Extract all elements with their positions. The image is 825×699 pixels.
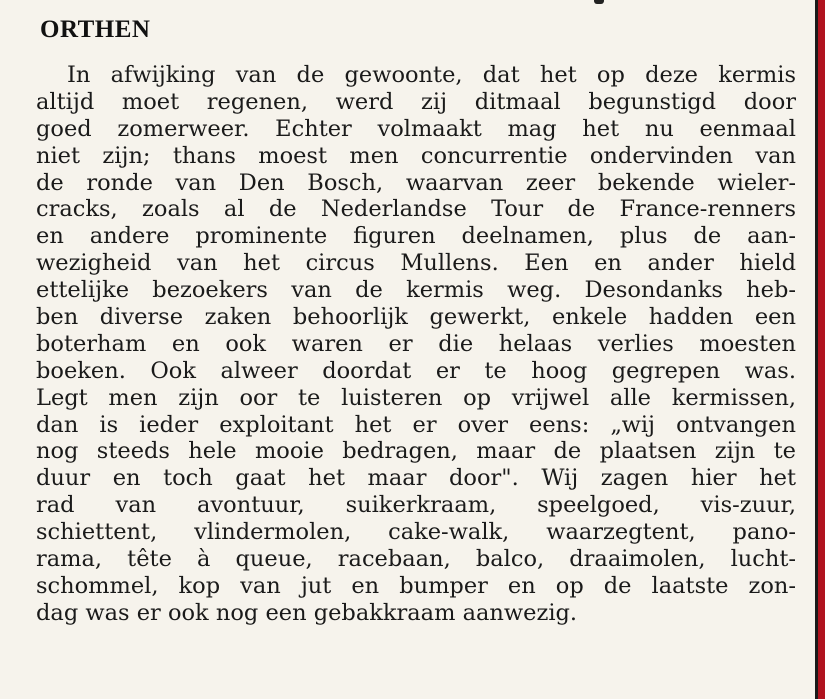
text-line: duur en toch gaat het maar door". Wij zagen hier het: [36, 465, 796, 492]
page-edge: [815, 0, 825, 699]
text-line: wezigheid van het circus Mullens. Een en ander hield: [36, 250, 796, 277]
text-line: In afwijking van de gewoonte, dat het op deze kermis: [67, 62, 796, 88]
text-line: schiettent, vlindermolen, cake-walk, waarzegtent, pano-: [36, 519, 796, 546]
text-line: boeken. Ook alweer doordat er te hoog gegrepen was.: [36, 357, 796, 384]
text-line: dan is ieder exploitant het er over eens: „wij ontvangen: [36, 411, 796, 438]
print-mark: [594, 0, 604, 4]
text-line: Legt men zijn oor te luisteren op vrijwel alle kermissen,: [36, 384, 796, 411]
text-line: niet zijn; thans moest men concurrentie ondervinden van: [36, 142, 796, 169]
text-line: ettelijke bezoekers van de kermis weg. Desondanks heb-: [36, 277, 796, 304]
text-line: ben diverse zaken behoorlijk gewerkt, enkele hadden een: [36, 304, 796, 331]
text-line: dag was er ook nog een gebakkraam aanwezig.: [36, 599, 578, 626]
text-line: cracks, zoals al de Nederlandse Tour de France-renners: [36, 196, 796, 223]
article-body: [36, 62, 796, 627]
text-line: altijd moet regenen, werd zij ditmaal begunstigd door: [36, 88, 796, 115]
text-line: nog steeds hele mooie bedragen, maar de plaatsen zijn te: [36, 438, 796, 465]
text-line: rad van avontuur, suikerkraam, speelgoed, vis-zuur,: [36, 492, 796, 519]
text-line: en andere prominente figuren deelnamen, plus de aan-: [36, 223, 796, 250]
page-edge-shadow: [815, 0, 818, 699]
text-line: boterham en ook waren er die helaas verlies moesten: [36, 330, 796, 357]
text-line: goed zomerweer. Echter volmaakt mag het nu eenmaal: [36, 115, 796, 142]
text-line: rama, tête à queue, racebaan, balco, draaimolen, lucht-: [36, 546, 796, 573]
text-line: schommel, kop van jut en bumper en op de laatste zon-: [36, 572, 796, 599]
article-heading: ORTHEN: [40, 16, 151, 43]
text-line: de ronde van Den Bosch, waarvan zeer bekende wieler-: [36, 169, 796, 196]
